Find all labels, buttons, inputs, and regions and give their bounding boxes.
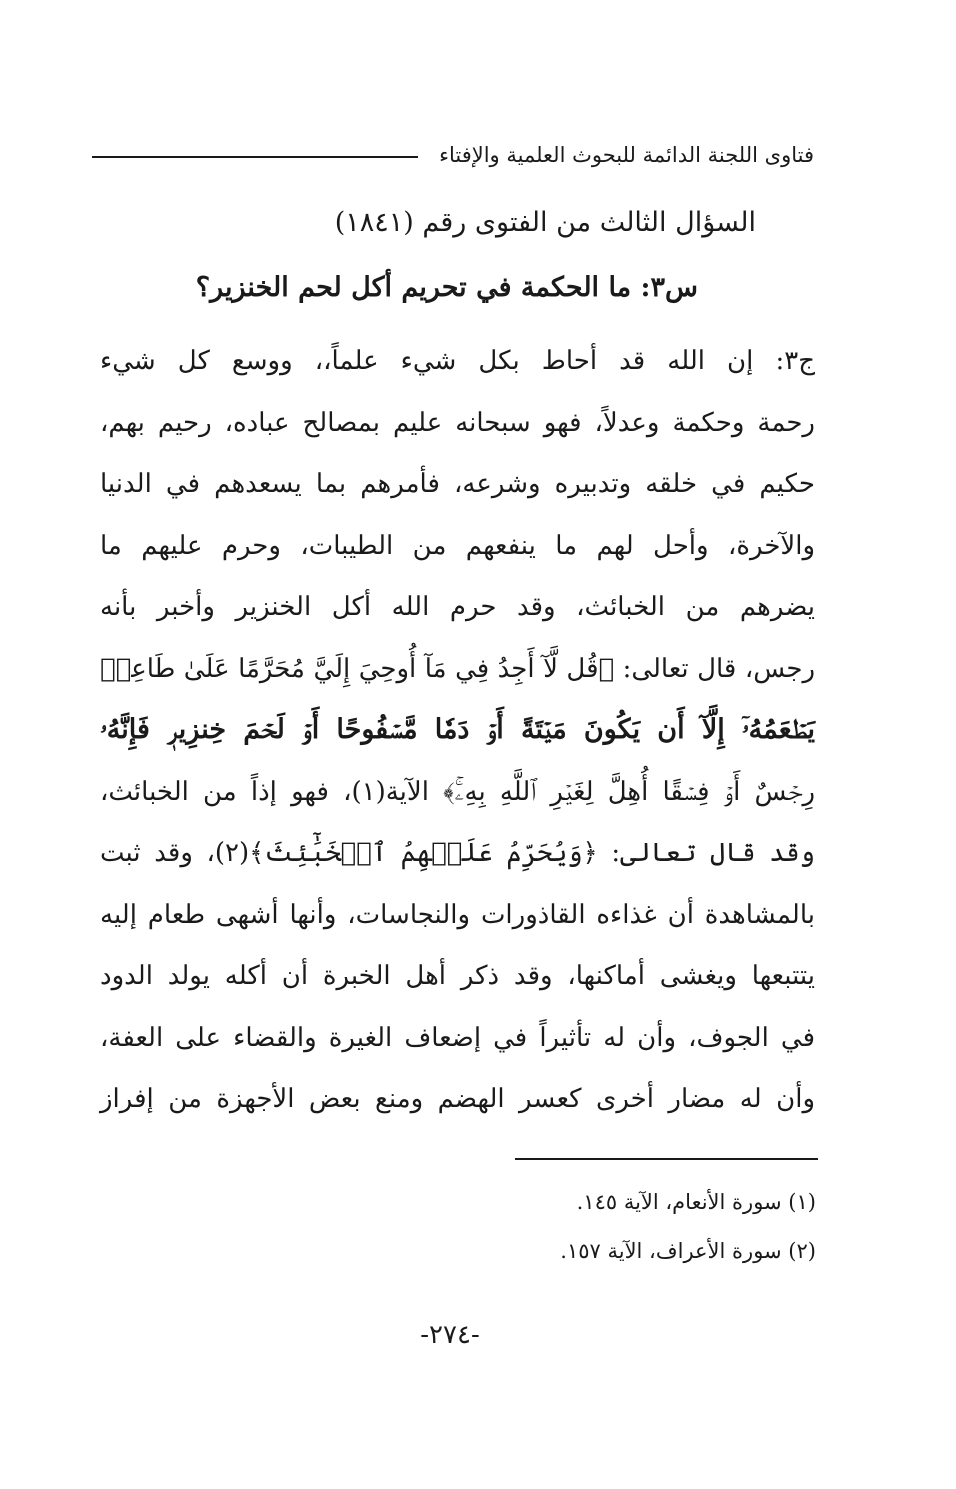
question-source: السؤال الثالث من الفتوى رقم (١٨٤١) (334, 207, 756, 238)
answer-body (100, 335, 815, 1135)
quran-verse-line: يَطۡعَمُهُۥٓ إِلَّآ أَن يَكُونَ مَيۡتَةً أَوۡ دَمٗا مَّسۡفُوحًا أَوۡ لَحۡمَ خِنزِيرٖ فَإِنَّهُۥ (100, 714, 815, 745)
running-header: فتاوى اللجنة الدائمة للبحوث العلمية والإفتاء (439, 143, 814, 167)
answer-line: ج٣: إن الله قد أحاط بكل شيء علماً،، ووسع كل شيء (100, 346, 815, 376)
footnote-2: (٢) سورة الأعراف، الآية ١٥٧. (560, 1239, 816, 1263)
answer-line: حكيم في خلقه وتدبيره وشرعه، فأمرهم بما يسعدهم في الدنيا (100, 469, 815, 499)
page-number: -٢٧٤- (420, 1320, 480, 1350)
answer-line: رحمة وحكمة وعدلاً، فهو سبحانه عليم بمصالح عباده، رحيم بهم، (100, 407, 815, 438)
question-heading: س٣: ما الحكمة في تحريم أكل لحم الخنزير؟ (195, 272, 698, 303)
answer-line: يضرهم من الخبائث، وقد حرم الله أكل الخنزير وأخبر بأنه (100, 592, 815, 622)
header-rule (92, 156, 418, 158)
answer-line: بالمشاهدة أن غذاءه القاذورات والنجاسات، وأنها أشهى طعام إليه (100, 899, 815, 930)
answer-line: يتتبعها ويغشى أماكنها، وقد ذكر أهل الخبرة أن أكله يولد الدود (100, 961, 815, 991)
answer-line: رِجۡسٌ أَوۡ فِسۡقًا أُهِلَّ لِغَيۡرِ ٱللَّهِ بِهِۦۚ﴾ الآية(١)، فهو إذاً من الخبائث، (100, 776, 815, 807)
answer-line: والآخرة، وأحل لهم ما ينفعهم من الطيبات، وحرم عليهم ما (100, 530, 815, 561)
answer-line: في الجوف، وأن له تأثيراً في إضعاف الغيرة والقضاء على العفة، (100, 1022, 815, 1053)
answer-line: وقد قال تعالى: ﴿وَيُحَرِّمُ عَلَيۡهِمُ ٱلۡخَبَٰٓئِثَ﴾(٢)، وقد ثبت (100, 838, 815, 868)
answer-line: وأن له مضار أخرى كعسر الهضم ومنع بعض الأجهزة من إفراز (100, 1084, 815, 1114)
footnote-rule (515, 1158, 818, 1160)
footnote-1: (١) سورة الأنعام، الآية ١٤٥. (576, 1190, 816, 1214)
answer-line: رجس، قال تعالى: ﴿قُل لَّآ أَجِدُ فِي مَآ أُوحِيَ إِلَيَّ مُحَرَّمًا عَلَىٰ طَاعِمٖ (100, 653, 815, 684)
